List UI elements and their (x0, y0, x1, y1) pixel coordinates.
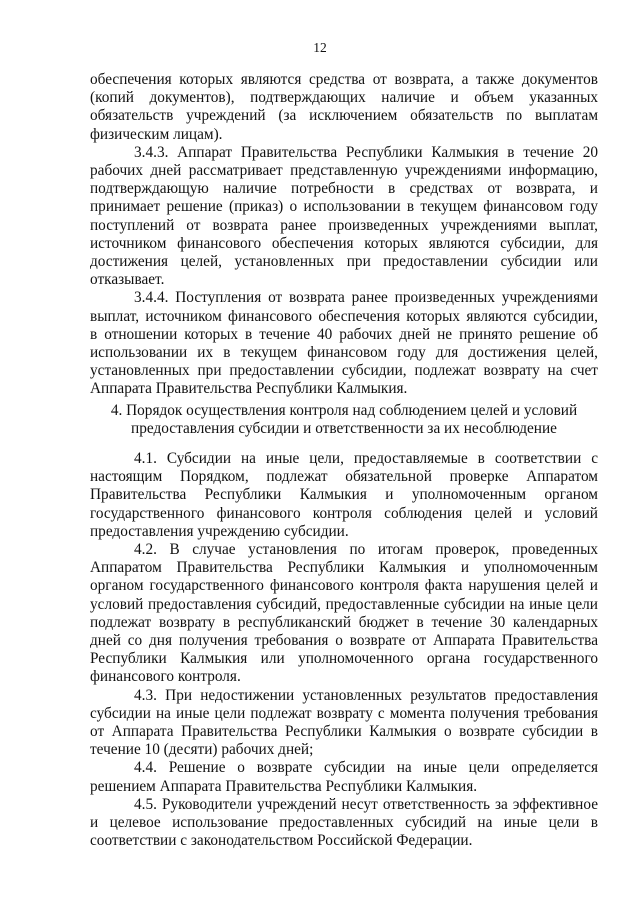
page-number: 12 (313, 40, 327, 55)
text-line: поступлений от возврата ранее произведенных учреждениями выплат, (90, 216, 598, 234)
paragraph-cont (90, 71, 598, 144)
heading-line: предоставления субсидии и ответственности за их несоблюдение (131, 420, 557, 438)
text-line: принимает решение (приказ) о использовании в текущем финансовом году (90, 198, 598, 216)
text-line: в отношении которых в течение 40 рабочих дней не принято решение об (90, 325, 598, 343)
text-line: подтверждающую наличие потребности в средствах от возврата, и (90, 180, 598, 198)
text-line: Аппаратом Правительства Республики Калмыкия и уполномоченным (90, 559, 598, 577)
text-line: подлежат возврату в республиканский бюджет в течение 30 календарных (90, 613, 598, 631)
heading-line: 4. Порядок осуществления контроля над соблюдением целей и условий (110, 402, 578, 419)
text-line: физическим лицам). (90, 125, 223, 143)
text-line: соответствии с законодательством Российской Федерации. (90, 832, 473, 850)
text-line: от Аппарата Правительства Республики Калмыкия о возврате субсидии в (90, 723, 598, 741)
text-line: Аппарата Правительства Республики Калмыкия. (90, 380, 408, 398)
text-line: источником финансового обеспечения которых являются субсидии, для (90, 234, 598, 252)
paragraph-343 (90, 144, 598, 290)
text-line: 4.2. В случае установления по итогам проверок, проведенных (134, 541, 598, 559)
text-line: 4.5. Руководители учреждений несут ответственность за эффективное (134, 795, 598, 813)
text-line: 3.4.4. Поступления от возврата ранее произведенных учреждениями (134, 289, 598, 307)
text-line: Правительства Республики Калмыкия и уполномоченным органом (90, 486, 598, 504)
text-line: органом государственного финансового контроля факта нарушения целей и (90, 577, 598, 595)
text-line: Республики Калмыкия или уполномоченного органа государственного (90, 650, 598, 668)
text-line: государственного финансового контроля соблюдения целей и условий (90, 504, 598, 522)
text-line: обеспечения которых являются средства от возврата, а также документов (90, 71, 598, 88)
text-block-bottom (90, 450, 598, 850)
text-line: предоставления учреждению субсидии. (90, 522, 349, 540)
text-line: и целевое использование предоставленных субсидий на иные цели в (90, 814, 598, 832)
text-line: 4.1. Субсидии на иные цели, предоставляемые в соответствии с (134, 450, 598, 467)
text-line: использовании их в текущем финансовом году для достижения целей, (90, 344, 598, 362)
paragraph-45 (90, 796, 598, 851)
text-line: рабочих дней рассматривает представленную учреждениями информацию, (90, 162, 598, 180)
text-line: 4.3. При недостижении установленных результатов предоставления (134, 686, 598, 704)
paragraph-42 (90, 541, 598, 687)
text-line: настоящим Порядком, подлежат обязательной проверке Аппаратом (90, 468, 598, 486)
text-line: выплат, источником финансового обеспечения которых являются субсидии, (90, 307, 598, 325)
text-line: субсидии на иные цели подлежат возврату с момента получения требования (90, 704, 598, 722)
paragraph-44 (90, 759, 598, 795)
text-line: решением Аппарата Правительства Республики Калмыкия. (90, 777, 478, 795)
text-line: обязательств учреждений (за исключением обязательств по выплатам (90, 107, 598, 125)
paragraph-344 (90, 289, 598, 398)
section-heading (90, 402, 598, 438)
text-block-top (90, 71, 598, 399)
text-line: условий предоставления субсидий, предоставленные субсидии на иные цели (90, 595, 598, 613)
text-line: отказывает. (90, 271, 165, 289)
text-line: течение 10 (десяти) рабочих дней; (90, 741, 314, 759)
text-line: 4.4. Решение о возврате субсидии на иные цели определяется (134, 759, 598, 777)
text-line: финансового контроля. (90, 668, 241, 686)
text-line: достижения целей, установленных при предоставлении субсидии или (90, 253, 598, 271)
text-line: установленных при предоставлении субсидии, подлежат возврату на счет (90, 362, 598, 380)
text-line: дней со дня получения требования о возврате от Аппарата Правительства (90, 632, 598, 650)
paragraph-41 (90, 450, 598, 541)
paragraph-43 (90, 687, 598, 760)
text-line: (копий документов), подтверждающих наличие и объем указанных (90, 89, 598, 107)
text-line: 3.4.3. Аппарат Правительства Республики Калмыкия в течение 20 (134, 143, 598, 161)
